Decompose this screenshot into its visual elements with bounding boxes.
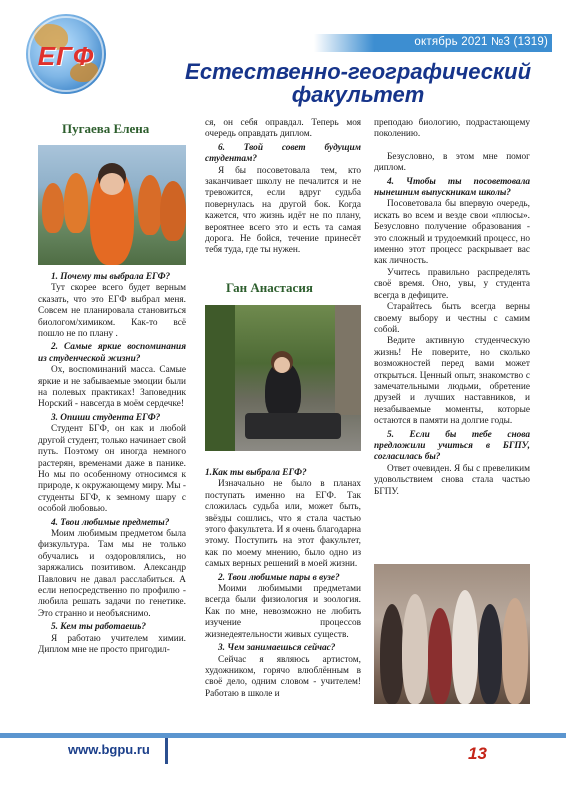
photo-figure xyxy=(478,604,502,704)
question: 5. Если бы тебе снова предложили учиться в БГПУ, согласилась бы? xyxy=(374,429,530,463)
issue-bar xyxy=(314,34,552,52)
photo-figure xyxy=(502,598,528,704)
photo-figure xyxy=(138,175,162,235)
spacer xyxy=(374,141,530,152)
answer: Ох, воспоминаний масса. Самые яркие и не забываемые эмоции были на полевых практиках! Заповедник Норский - навсегда в моём сердечке! xyxy=(38,365,186,410)
person1-interview-continued xyxy=(205,118,361,257)
answer: Сейчас я являюсь артистом, художником, горячо влюблённым в своё дело, одним словом - учителем! Работаю в школе и xyxy=(205,654,361,699)
photo-tree xyxy=(335,305,361,415)
logo-text: ЕГФ xyxy=(37,41,95,71)
question: 1. Почему ты выбрала ЕГФ? xyxy=(51,272,171,282)
answer: Посоветовала бы впервую очередь, искать во всем и везде свои «плюсы». Безусловно получение образования - это сложный и трудоемкий процесс, но именно этот процесс раскрывает вас как личность. xyxy=(374,199,530,267)
question: 2. Самые яркие воспоминания из студенческой жизни? xyxy=(38,342,186,364)
answer: Ведите активную студенческую жизнь! Не поверите, но сколько возможностей перед вами может открыться. Ценный опыт, знакомство с замечательными людьми, обретение друзей и лучших наставников, и незабываемые моменты, которые остаются в памяти на долгие годы. xyxy=(374,336,530,427)
answer: Безусловно, в этом мне помог диплом. xyxy=(374,151,530,174)
footer-bar xyxy=(0,733,566,738)
group-photo xyxy=(374,564,530,704)
question: 4. Чтобы ты посоветовала нынешним выпускникам школы? xyxy=(374,176,530,199)
question: 1.Как ты выбрала ЕГФ? xyxy=(205,468,307,478)
person2-name: Ган Анастасия xyxy=(226,280,313,295)
person2-photo xyxy=(205,305,361,451)
question: 3. Чем занимаешься сейчас? xyxy=(218,643,336,654)
person1-name: Пугаева Елена xyxy=(62,121,150,136)
question: 5. Кем ты работаешь? xyxy=(51,622,147,633)
photo-figure xyxy=(160,181,186,241)
website-link[interactable]: www.bgpu.ru xyxy=(68,742,150,757)
photo-figure xyxy=(42,183,64,233)
answer: Моим любимым предметом была физкультура. Там мы не только обучались и оздоровлялись, но заряжались позитивом. Александр Павлович не давал расслабиться. А если непосредственно по профилю - любила решать задачи по генетике. Это странно и необъяснимо. xyxy=(38,528,186,619)
answer: Изначально не было в планах поступать именно на ЕГФ. Так сложилась судьба или, может быть, звёзды сошлись, что я стала частью этого факультета. И я очень благодарна этому. Поступить на этот факультет, как по моему мнению, было одно из самых верных решений в моей жизни. xyxy=(205,479,361,570)
person1-interview xyxy=(38,270,186,656)
answer: ся, он себя оправдал. Теперь моя очередь оправдать диплом. xyxy=(205,118,361,140)
footer-separator xyxy=(165,738,168,764)
photo-figure xyxy=(402,594,428,704)
answer: Тут скорее всего будет верным сказать, что это ЕГФ выбрал меня. Совсем не планировала становиться биологом/химиком. Как-то всё пошло не по плану . xyxy=(38,283,186,340)
photo-figure-face xyxy=(274,357,290,373)
question: 3. Опиши студента ЕГФ? xyxy=(51,412,161,423)
page-number: 13 xyxy=(468,744,487,763)
person2-interview-continued xyxy=(374,118,530,498)
person2-interview xyxy=(205,466,361,700)
faculty-title: Естественно-географический факультет xyxy=(184,59,532,107)
answer: Моими любимыми предметами всегда были физиология и зоология. Как по мне, невозможно не любить изучение процессов жизнедеятельности живых существ. xyxy=(205,584,361,640)
issue-info: октябрь 2021 №3 (1319) xyxy=(414,36,548,48)
photo-bench xyxy=(245,413,341,439)
photo-figure xyxy=(452,590,478,704)
faculty-logo xyxy=(26,14,106,94)
answer: Я работаю учителем химии. Диплом мне не просто пригодил- xyxy=(38,633,186,655)
answer: Ответ очевиден. Я бы с превеликим удовольствием снова стала частью БГПУ. xyxy=(374,463,530,497)
photo-figure xyxy=(64,173,88,233)
photo-tree xyxy=(205,305,235,451)
issue-bar-fade xyxy=(314,34,374,52)
answer: Студент БГФ, он как и любой другой студент, только начинает свой путь. Поэтому он иногда немного растерян, временами даже в панике. Но мы по особенному относимся к природе, к окружающему миру. Мы - студенты БГФ, к земному шару с особой любовью. xyxy=(38,424,186,515)
question: 2. Твои любимые пары в вузе? xyxy=(218,572,340,583)
answer: Учитесь правильно распределять своё время. Оно, увы, у студента всегда в дефиците. xyxy=(374,267,530,301)
answer: Старайтесь быть всегда верны своему выбору и честны с самим собой. xyxy=(374,302,530,335)
answer: Я бы посоветовала тем, кто заканчивает школу не печалится и не тревожится, если вдруг судьба повернулась на другой бок. Когда кажется, что жизнь идёт не по плану, вероятнее всего это и есть та самая дорога. Не бойся, течение принесёт тебя туда, где ты нужен. xyxy=(205,165,361,256)
photo-figure xyxy=(428,608,452,704)
question: 4. Твои любимые предметы? xyxy=(51,517,170,528)
question: 6. Твой совет будущим студентам? xyxy=(205,142,361,165)
answer: преподаю биологию, подрастающему поколению. xyxy=(374,118,530,140)
person1-photo xyxy=(38,145,186,265)
photo-figure xyxy=(380,604,404,704)
photo-figure-face xyxy=(100,173,124,195)
